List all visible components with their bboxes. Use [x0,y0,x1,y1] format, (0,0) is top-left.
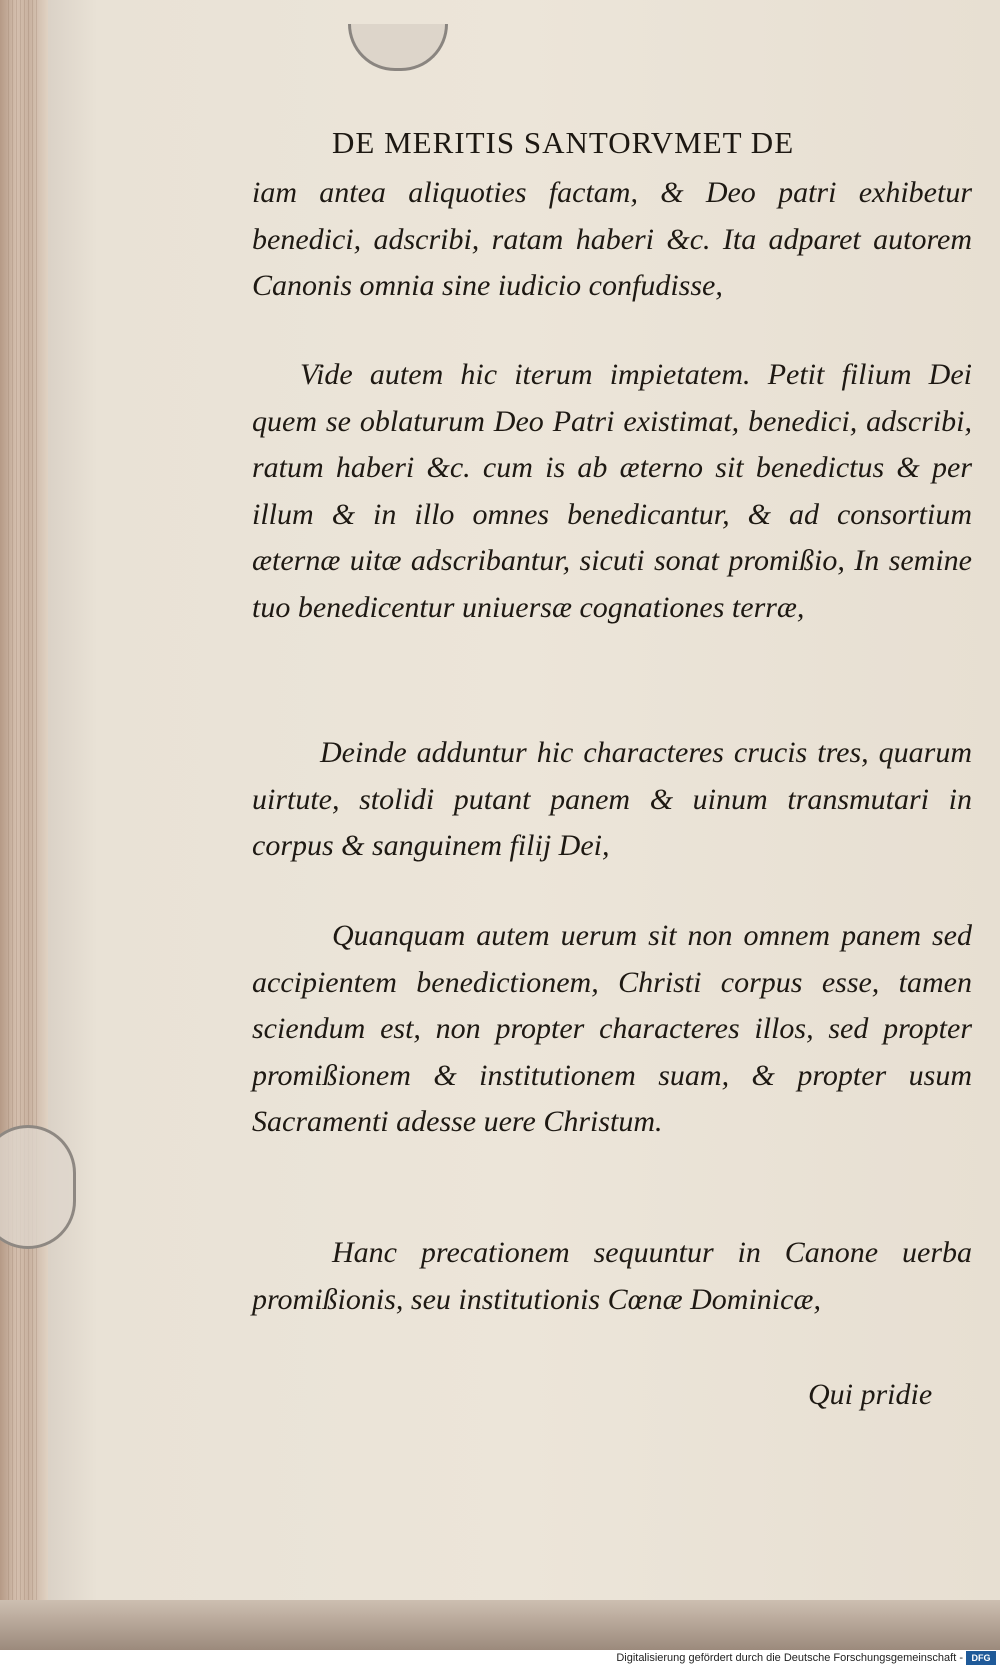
running-head: DE MERITIS SANTORVMET DE [332,125,795,160]
book-page-edges [0,0,48,1668]
page-clip [0,1125,76,1249]
book-bottom-edge [0,1600,1000,1650]
dfg-logo-icon: DFG [966,1651,996,1665]
catchword: Qui pridie [808,1378,933,1411]
paragraph-5: Hanc precationem sequuntur in Canone uerba promißionis, seu institutionis Cœnæ Dominicæ, [252,1236,972,1316]
paragraph-4: Quanquam autem uerum sit non omnem panem sed accipientem benedictionem, Christi corpus esse, tamen sciendum est, non propter characteres illos, sed propter promißionem & institutionem suam, & propter usum Sacramenti adesse uere Christum. [252,919,972,1138]
digitization-credit: Digitalisierung gefördert durch die Deutsche Forschungsgemeinschaft - [616,1652,963,1664]
paragraph-1: iam antea aliquoties factam, & Deo patri exhibetur benedici, adscribi, ratam haberi &c. Ita adparet autorem Canonis omnia sine iudicio confudisse, [252,176,972,302]
paragraph-3: Deinde adduntur hic characteres crucis tres, quarum uirtute, stolidi putant panem & uinum transmutari in corpus & sanguinem filij Dei, [252,736,972,862]
paragraph-2: Vide autem hic iterum impietatem. Petit filium Dei quem se oblaturum Deo Patri existimat, benedici, adscribi, ratum haberi &c. cum is ab æterno sit benedictus & per illum & in illo omnes benedicantur, & ad consortium æternæ uitæ adscribantur, sicuti sonat promißio, In semine tuo benedicentur uniuersæ cognationes terræ, [252,358,972,624]
